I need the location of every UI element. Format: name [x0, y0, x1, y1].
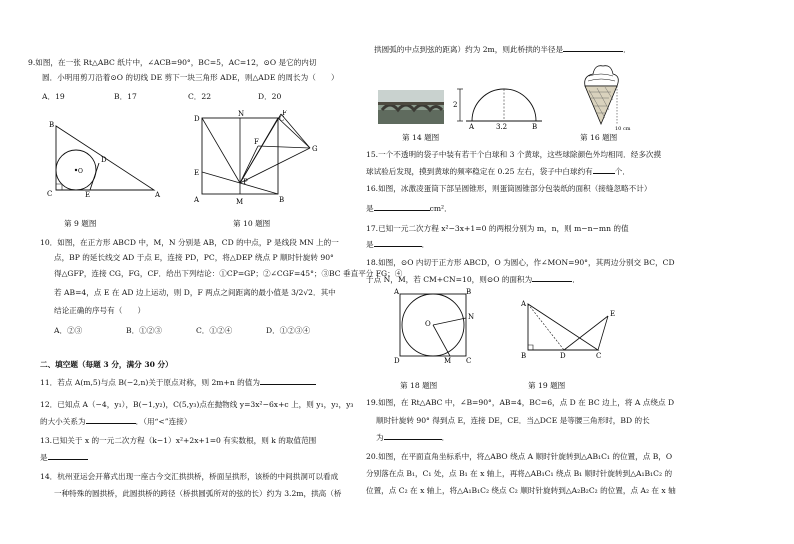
svg-text:F: F: [282, 110, 287, 117]
svg-text:A: A: [521, 300, 527, 308]
arch-height-label: 2: [453, 101, 458, 109]
q9-option-d: D．20: [258, 92, 282, 101]
svg-text:B: B: [466, 288, 472, 296]
figure-9-caption: 第 9 题图: [64, 219, 97, 228]
svg-text:C: C: [47, 190, 53, 198]
q19-line2: 顺时针旋转 90° 得到点 E，连接 DE，CE．当△DCE 是等腰三角形时，BD 的长: [376, 416, 650, 425]
q17-answer-blank[interactable]: [374, 246, 422, 247]
svg-text:O: O: [425, 320, 431, 328]
q10-option-c: C．①②④: [196, 326, 233, 335]
svg-text:E: E: [610, 310, 616, 318]
svg-text:P: P: [243, 178, 248, 186]
q14-answer-blank[interactable]: [563, 51, 623, 52]
figure-14-arch: [448, 78, 558, 130]
ice-cream-size-label: 10 cm: [615, 126, 631, 130]
svg-text:D: D: [560, 352, 566, 360]
q17-line2: 是 ．: [366, 240, 430, 249]
q10-line1: 10．如图，在正方形 ABCD 中，M，N 分别是 AB，CD 的中点，P 是线段 MN 上的一: [40, 238, 339, 247]
svg-text:D: D: [394, 357, 400, 364]
svg-text:O: O: [78, 168, 83, 175]
arch-point-a: A: [469, 123, 475, 130]
svg-text:E: E: [85, 191, 91, 198]
q10-option-b: B．①②③: [126, 326, 162, 335]
q9-option-c: C．22: [188, 92, 212, 101]
q14-line2: 一种特殊的圆拱桥，此圆拱桥的跨径（桥拱圆弧所对的弦的长）约为 3.2m，拱高（桥: [54, 489, 342, 498]
q14-line3: 拱圆弧的中点到弦的距离）约为 2m，则此桥拱的半径是 ．: [374, 45, 631, 54]
svg-text:M: M: [444, 357, 452, 364]
q15-answer-blank[interactable]: [593, 173, 615, 174]
q9-line2: 圆．小明用剪刀沿着⊙O 的切线 DE 剪下一块三角形 ADE，则△ADE 的周长为（ ）: [42, 73, 339, 82]
svg-text:A: A: [194, 196, 200, 204]
q19-answer-blank[interactable]: [384, 439, 442, 440]
svg-text:N: N: [238, 110, 245, 118]
svg-text:C: C: [596, 352, 602, 360]
q14-line1: 14．杭州亚运会开幕式出现一座古今交汇拱拱桥，桥面呈拱形，该桥的中间拱洞可以看成: [40, 472, 339, 481]
svg-text:D: D: [101, 156, 107, 164]
svg-text:F: F: [254, 138, 259, 146]
figure-9-triangle: [44, 118, 162, 198]
figure-16-ice-cream: [571, 58, 631, 130]
q9-option-b: B．17: [114, 92, 137, 101]
q12-line2: 的大小关系为 ．（用“<”连接）: [40, 417, 192, 426]
svg-text:D: D: [194, 115, 200, 123]
q10-option-a: A．②③: [54, 326, 83, 335]
svg-text:A: A: [155, 191, 161, 198]
q13-line2: 是: [40, 453, 88, 463]
q15-line2: 球试验后发现，摸到黄球的频率稳定在 0.25 左右，袋子中白球约有 个．: [366, 167, 630, 176]
q18-line1: 18.如图，⊙O 内切于正方形 ABCD，O 为圆心，作∠MON=90°，其两边分别交 BC，CD: [366, 258, 675, 267]
q10-line5: 结论正确的序号有（ ）: [54, 306, 146, 315]
q18-line2: 于点 N，M，若 CM+CN=10，则⊙O 的面积为 ．: [366, 275, 580, 284]
q16-answer-blank[interactable]: [374, 210, 430, 211]
q20-line2: 分别落在点 B₁，C₁ 处，点 B₁ 在 x 轴上，再将△AB₁C₁ 绕点 B₁ 顺时针旋转到△A₁B₁C₂ 的: [366, 469, 673, 478]
q15-line1: 15.一个不透明的袋子中装有若干个白球和 3 个黄球，这些球除颜色外均相同．经多次摸: [366, 150, 662, 159]
q19-line1: 19.如图，在 Rt△ABC 中，∠B=90°，AB=4，BC=6，点 D 在 BC 边上，将 A 点绕点 D: [366, 398, 675, 407]
q13-line1: 13.已知关于 x 的一元二次方程（k−1）x²+2x+1=0 有实数根，则 k 的取值范围: [40, 436, 317, 445]
svg-text:C: C: [466, 357, 472, 364]
q11-text: 11．若点 A(m,5)与点 B(−2,n)关于原点对称，则 2m+n 的值为: [40, 378, 316, 388]
q20-line1: 20.如图，在平面直角坐标系中，将△ABO 绕点 A 顺时针旋转到△AB₁C₁ 的位置，点 B，O: [366, 452, 673, 461]
q10-line4: 若 AB=4，点 E 在 AD 边上运动，则 D，F 两点之间距离的最小值是 3/2√2．其中: [54, 288, 336, 297]
svg-text:C: C: [279, 115, 285, 123]
bridge-photo: [378, 90, 444, 124]
q16-line2: 是 cm²．: [366, 204, 452, 213]
svg-text:E: E: [194, 169, 200, 177]
svg-text:B: B: [521, 352, 527, 360]
q9-line1: 9.如图，在一张 Rt△ABC 纸片中，∠ACB=90°，BC=5，AC=12，⊙O 是它的内切: [28, 58, 317, 67]
arch-width-label: 3.2: [496, 123, 508, 130]
figure-19-caption: 第 19 题图: [528, 381, 566, 390]
q17-line1: 17.已知一元二次方程 x²−3x+1=0 的两根分别为 m，n，则 m−n−mn 的值: [366, 224, 629, 233]
q10-line3: 得△GFP，连接 CG，FG，CF．给出下列结论：①CP=GP；②∠CGF=45°；③BC 垂直平分 FG；④: [54, 269, 403, 278]
q10-line2: 点，BP 的延长线交 AD 于点 E，连接 PD，PC，将△DEP 绕点 P 顺时针旋转 90°: [54, 253, 334, 262]
svg-text:G: G: [312, 145, 318, 153]
q12-line1: 12．已知点 A（−4，y₁），B(−1,y₂)，C(5,y₃)点在抛物线 y=3x²−6x+c 上，则 y₁，y₂，y₃: [40, 400, 354, 409]
svg-text:M: M: [236, 198, 244, 206]
figure-10-square: [188, 110, 348, 210]
figure-19-triangle: [516, 300, 620, 364]
svg-text:B: B: [279, 196, 285, 204]
figure-16-caption: 第 16 题图: [580, 133, 618, 142]
q18-answer-blank[interactable]: [532, 281, 572, 282]
q11-answer-blank[interactable]: [260, 384, 316, 385]
figure-18-caption: 第 18 题图: [400, 381, 438, 390]
q9-option-a: A．19: [42, 92, 65, 101]
arch-point-b: B: [532, 123, 538, 130]
q10-option-d: D．①②③④: [266, 326, 311, 335]
q12-answer-blank[interactable]: [86, 423, 136, 424]
figure-14-caption: 第 14 题图: [402, 133, 440, 142]
svg-text:N: N: [468, 313, 474, 321]
figure-10-caption: 第 10 题图: [233, 219, 271, 228]
figure-18-circle-square: [392, 288, 474, 364]
q16-line1: 16.如图，冰激凌蛋筒下部呈圆锥形，则蛋筒圆锥部分包装纸的面积（接缝忽略不计）: [366, 184, 652, 193]
q19-line3: 为 ．: [376, 433, 450, 442]
q13-answer-blank[interactable]: [48, 459, 88, 460]
q20-line3: 位置，点 C₂ 在 x 轴上，将△A₁B₁C₂ 绕点 C₂ 顺时针旋转到△A₂B₂C₂ 的位置，点 A₂ 在 x 轴: [366, 486, 676, 495]
svg-text:B: B: [49, 121, 55, 129]
svg-text:A: A: [394, 288, 400, 296]
section-2-title: 二、填空题（每题 3 分，满分 30 分）: [40, 360, 173, 369]
